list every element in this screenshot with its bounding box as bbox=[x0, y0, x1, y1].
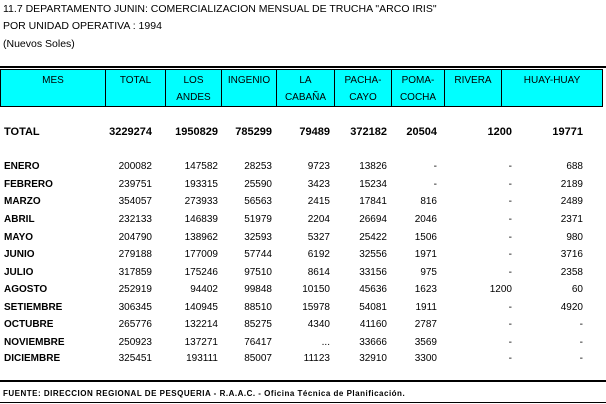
row-label: ENERO bbox=[4, 161, 40, 172]
cell-value: 2204 bbox=[307, 214, 330, 225]
cell-value: 15978 bbox=[302, 302, 330, 313]
cell-value: 4920 bbox=[560, 302, 583, 313]
cell-value: 54081 bbox=[359, 302, 387, 313]
cell-value: 132214 bbox=[184, 319, 218, 330]
cell-value: 19771 bbox=[552, 126, 583, 138]
cell-value: - bbox=[508, 319, 512, 330]
cell-value: 25422 bbox=[359, 232, 387, 243]
cell-value: 1911 bbox=[415, 302, 437, 313]
cell-value: 2371 bbox=[560, 214, 583, 225]
cell-value: 51979 bbox=[244, 214, 272, 225]
col-mes: MES bbox=[1, 70, 106, 107]
cell-value: 99848 bbox=[244, 284, 272, 295]
cell-value: 10150 bbox=[302, 284, 330, 295]
cell-value: 1506 bbox=[414, 232, 437, 243]
cell-value: 2358 bbox=[560, 267, 583, 278]
row-label: OCTUBRE bbox=[4, 319, 54, 330]
table-row bbox=[0, 232, 602, 248]
cell-value: 2489 bbox=[560, 196, 583, 207]
cell-value: - bbox=[508, 337, 512, 348]
table-subtitle: POR UNIDAD OPERATIVA : 1994 bbox=[3, 20, 162, 32]
cell-value: 33156 bbox=[359, 267, 387, 278]
cell-value: 13826 bbox=[359, 161, 387, 172]
cell-value: 85275 bbox=[244, 319, 272, 330]
cell-value: 76417 bbox=[244, 337, 272, 348]
cell-value: 317859 bbox=[118, 267, 152, 278]
cell-value: 372182 bbox=[350, 126, 387, 138]
cell-value: 88510 bbox=[244, 302, 272, 313]
cell-value: 175246 bbox=[184, 267, 218, 278]
cell-value: 11123 bbox=[303, 353, 330, 364]
cell-value: 1950829 bbox=[175, 126, 218, 138]
row-label: MAYO bbox=[4, 232, 34, 243]
cell-value: 138962 bbox=[184, 232, 218, 243]
cell-value: 20504 bbox=[406, 126, 437, 138]
cell-value: 97510 bbox=[244, 267, 272, 278]
cell-value: 56563 bbox=[244, 196, 272, 207]
table-row bbox=[0, 249, 602, 265]
cell-value: 1200 bbox=[489, 284, 512, 295]
cell-value: 5327 bbox=[307, 232, 330, 243]
table-row bbox=[0, 161, 602, 177]
total-row bbox=[0, 126, 602, 142]
cell-value: - bbox=[433, 161, 437, 172]
cell-value: 252919 bbox=[118, 284, 152, 295]
footer-rule bbox=[0, 402, 606, 403]
cell-value: 41160 bbox=[359, 319, 387, 330]
cell-value: 354057 bbox=[118, 196, 152, 207]
cell-value: 45636 bbox=[359, 284, 387, 295]
cell-value: 232133 bbox=[118, 214, 152, 225]
cell-value: 28253 bbox=[244, 161, 272, 172]
cell-value: - bbox=[508, 161, 512, 172]
cell-value: - bbox=[508, 302, 512, 313]
table-title: 11.7 DEPARTAMENTO JUNIN: COMERCIALIZACION MENSUAL DE TRUCHA "ARCO IRIS" bbox=[3, 3, 437, 15]
cell-value: - bbox=[508, 196, 512, 207]
cell-value: 2787 bbox=[414, 319, 437, 330]
table-row bbox=[0, 319, 602, 335]
row-label: TOTAL bbox=[4, 126, 40, 138]
col-los-andes: LOS ANDES bbox=[166, 70, 222, 107]
col-rivera: RIVERA bbox=[445, 70, 502, 107]
cell-value: - bbox=[508, 214, 512, 225]
cell-value: 3423 bbox=[307, 179, 330, 190]
table-row bbox=[0, 214, 602, 230]
cell-value: 57744 bbox=[244, 249, 272, 260]
cell-value: 32556 bbox=[359, 249, 387, 260]
row-label: AGOSTO bbox=[4, 284, 48, 295]
cell-value: 60 bbox=[571, 284, 583, 295]
cell-value: 32593 bbox=[244, 232, 272, 243]
cell-value: 325451 bbox=[118, 353, 152, 364]
cell-value: 25590 bbox=[244, 179, 272, 190]
cell-value: 2415 bbox=[307, 196, 330, 207]
cell-value: - bbox=[508, 179, 512, 190]
cell-value: 816 bbox=[420, 196, 437, 207]
units-note: (Nuevos Soles) bbox=[3, 38, 75, 50]
cell-value: - bbox=[508, 353, 512, 364]
cell-value: 250923 bbox=[118, 337, 152, 348]
col-la-cabana: LA CABAÑA bbox=[277, 70, 335, 107]
cell-value: 193111 bbox=[186, 353, 218, 364]
table-row bbox=[0, 179, 602, 195]
table-row bbox=[0, 284, 602, 300]
cell-value: - bbox=[508, 232, 512, 243]
table-row bbox=[0, 267, 602, 283]
cell-value: 193315 bbox=[184, 179, 218, 190]
row-label: ABRIL bbox=[4, 214, 35, 225]
cell-value: 265776 bbox=[118, 319, 152, 330]
cell-value: 200082 bbox=[118, 161, 152, 172]
row-label: JULIO bbox=[4, 267, 34, 278]
cell-value: 147582 bbox=[184, 161, 218, 172]
cell-value: 26694 bbox=[359, 214, 387, 225]
cell-value: 975 bbox=[420, 267, 437, 278]
cell-value: ... bbox=[321, 337, 330, 348]
cell-value: 239751 bbox=[118, 179, 152, 190]
cell-value: - bbox=[579, 353, 583, 364]
cell-value: - bbox=[433, 179, 437, 190]
cell-value: 204790 bbox=[118, 232, 152, 243]
cell-value: 273933 bbox=[184, 196, 218, 207]
cell-value: 15234 bbox=[359, 179, 387, 190]
cell-value: 688 bbox=[566, 161, 583, 172]
cell-value: 3229274 bbox=[109, 126, 152, 138]
cell-value: 2189 bbox=[560, 179, 583, 190]
cell-value: 32910 bbox=[359, 353, 387, 364]
cell-value: - bbox=[508, 249, 512, 260]
cell-value: 94402 bbox=[190, 284, 218, 295]
col-huay-huay: HUAY-HUAY bbox=[502, 70, 603, 107]
cell-value: 85007 bbox=[244, 353, 272, 364]
cell-value: 9723 bbox=[307, 161, 330, 172]
col-ingenio: INGENIO bbox=[222, 70, 277, 107]
row-label: SETIEMBRE bbox=[4, 302, 63, 313]
cell-value: 1200 bbox=[487, 126, 512, 138]
table-row bbox=[0, 196, 602, 212]
cell-value: 1971 bbox=[414, 249, 437, 260]
cell-value: 79489 bbox=[299, 126, 330, 138]
cell-value: 1623 bbox=[414, 284, 437, 295]
cell-value: 17841 bbox=[359, 196, 387, 207]
col-total: TOTAL bbox=[106, 70, 166, 107]
cell-value: - bbox=[579, 319, 583, 330]
col-pomacocha: POMA- COCHA bbox=[392, 70, 445, 107]
cell-value: - bbox=[579, 337, 583, 348]
row-label: MARZO bbox=[4, 196, 41, 207]
cell-value: 3300 bbox=[414, 353, 437, 364]
cell-value: 980 bbox=[566, 232, 583, 243]
table-row bbox=[0, 353, 602, 369]
cell-value: 279188 bbox=[118, 249, 152, 260]
cell-value: - bbox=[508, 267, 512, 278]
cell-value: 785299 bbox=[235, 126, 272, 138]
cell-value: 33666 bbox=[359, 337, 387, 348]
row-label: NOVIEMBRE bbox=[4, 337, 65, 348]
cell-value: 6192 bbox=[307, 249, 330, 260]
cell-value: 177009 bbox=[184, 249, 218, 260]
row-label: FEBRERO bbox=[4, 179, 53, 190]
cell-value: 146839 bbox=[184, 214, 218, 225]
cell-value: 140945 bbox=[184, 302, 218, 313]
col-pachacayo: PACHA- CAYO bbox=[335, 70, 392, 107]
cell-value: 306345 bbox=[118, 302, 152, 313]
cell-value: 4340 bbox=[307, 319, 330, 330]
cell-value: 2046 bbox=[414, 214, 437, 225]
cell-value: 3716 bbox=[560, 249, 583, 260]
bottom-rule bbox=[0, 380, 606, 382]
row-label: JUNIO bbox=[4, 249, 35, 260]
table-row bbox=[0, 302, 602, 318]
cell-value: 137271 bbox=[184, 337, 218, 348]
table-row bbox=[0, 337, 602, 353]
row-label: DICIEMBRE bbox=[4, 353, 61, 364]
cell-value: 3569 bbox=[414, 337, 437, 348]
cell-value: 8614 bbox=[307, 267, 330, 278]
source-note: FUENTE: DIRECCION REGIONAL DE PESQUERIA - R.A.A.C. - Oficina Técnica de Planificación. bbox=[3, 389, 406, 398]
